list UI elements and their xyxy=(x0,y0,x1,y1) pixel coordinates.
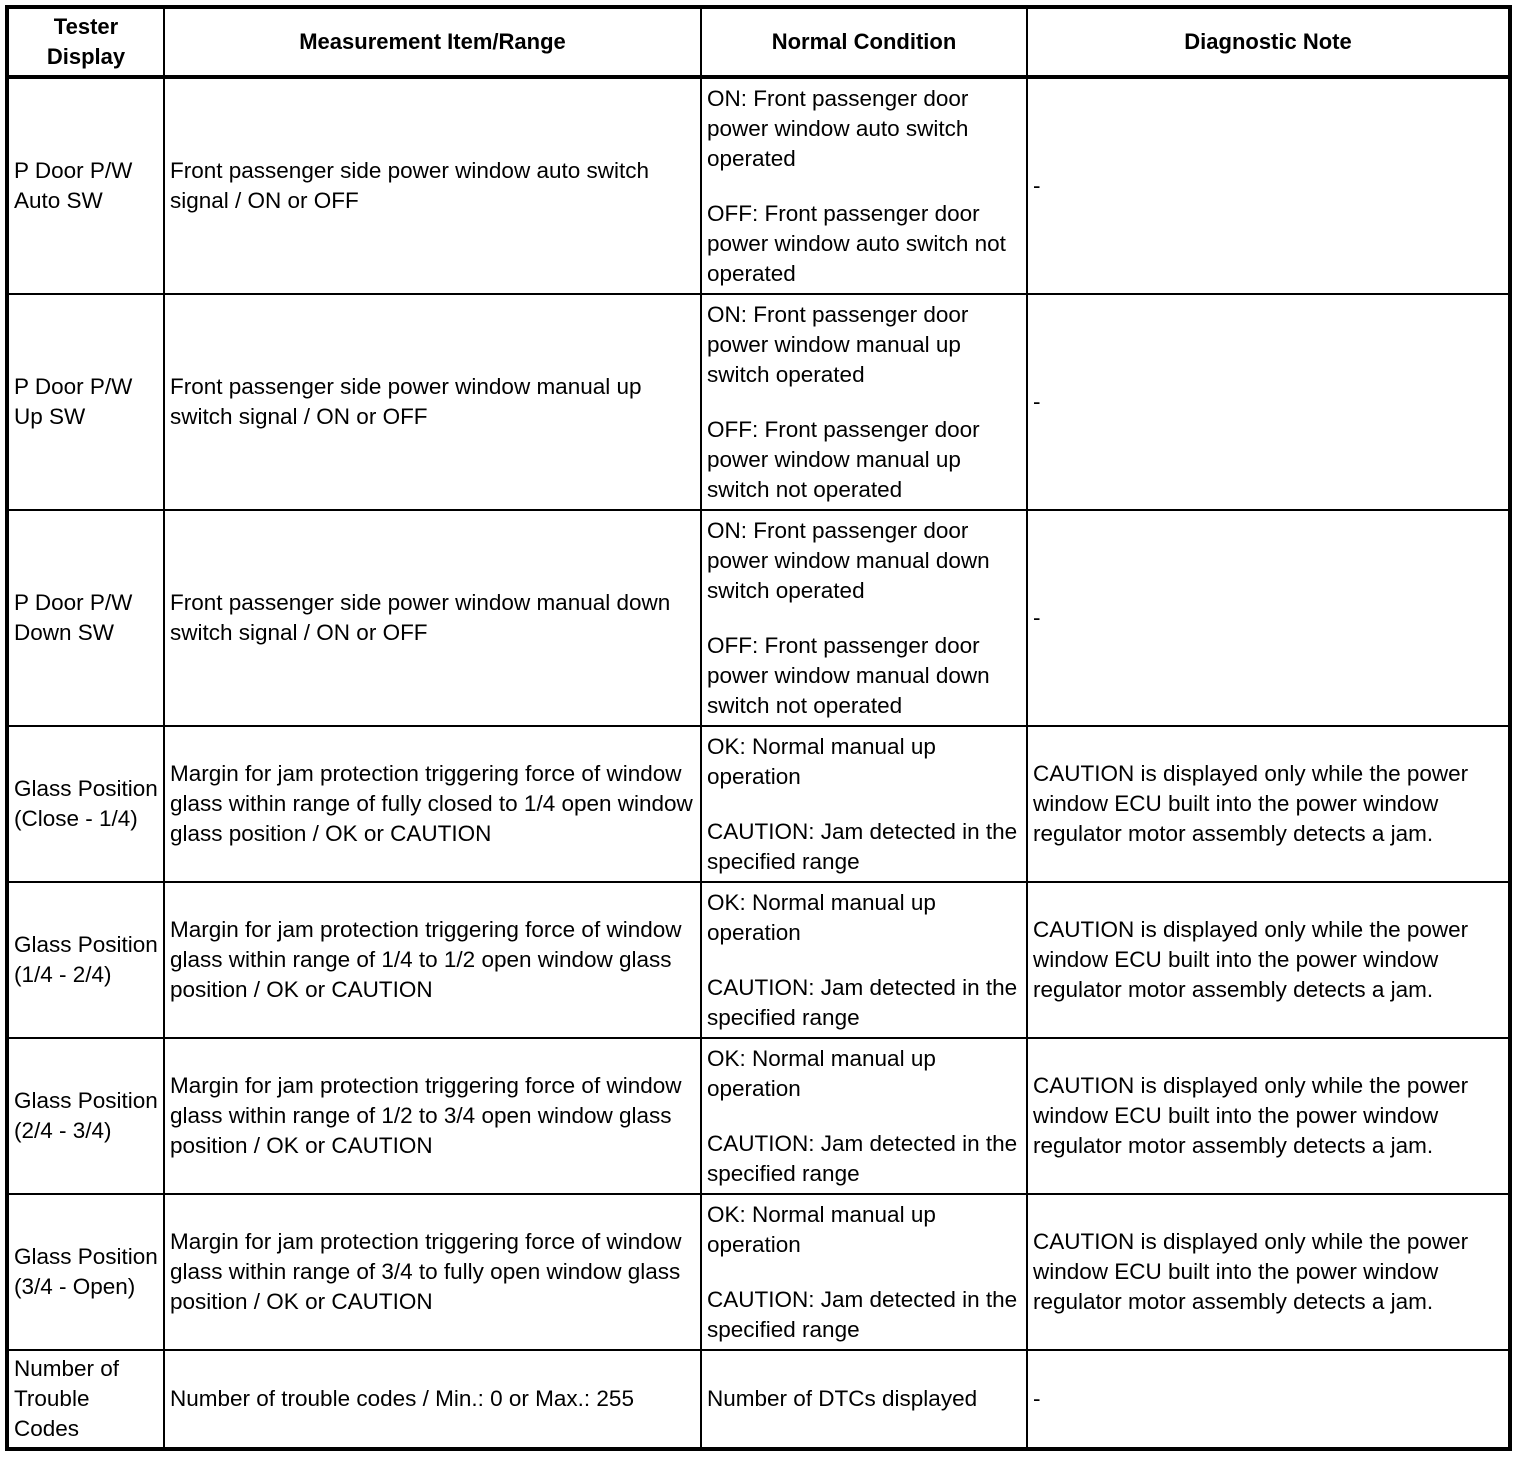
table-row xyxy=(7,77,1510,294)
condition-caution: CAUTION: Jam detected in the specified range xyxy=(707,818,1018,874)
condition-caution: CAUTION: Jam detected in the specified range xyxy=(707,1286,1018,1342)
normal-condition-cell xyxy=(701,882,1027,1038)
diagnostic-note-cell: CAUTION is displayed only while the power window ECU built into the power window regulator motor assembly detects a jam. xyxy=(1027,1038,1510,1194)
table-row xyxy=(7,294,1510,510)
measurement-cell: Margin for jam protection triggering force of window glass within range of 1/4 to 1/2 open window glass position / OK or CAUTION xyxy=(164,882,701,1038)
table-header-row xyxy=(7,7,1510,77)
tester-display-cell: Glass Position (2/4 - 3/4) xyxy=(7,1038,164,1194)
header-normal-condition: Normal Condition xyxy=(701,7,1027,77)
normal-condition-cell xyxy=(701,1194,1027,1350)
condition-ok: OK: Normal manual up operation xyxy=(707,889,936,945)
condition-off: OFF: Front passenger door power window manual down switch not operated xyxy=(707,632,990,718)
normal-condition-cell xyxy=(701,77,1027,294)
diagnostic-note-cell: - xyxy=(1027,510,1510,726)
condition-on: ON: Front passenger door power window auto switch operated xyxy=(707,85,969,171)
condition-caution: CAUTION: Jam detected in the specified range xyxy=(707,1130,1018,1186)
table-row xyxy=(7,1038,1510,1194)
measurement-cell: Margin for jam protection triggering force of window glass within range of fully closed to 1/4 open window glass position / OK or CAUTION xyxy=(164,726,701,882)
diagnostic-note-cell: - xyxy=(1027,1350,1510,1449)
table-row xyxy=(7,726,1510,882)
tester-display-cell: Number of Trouble Codes xyxy=(7,1350,164,1449)
condition-ok: OK: Normal manual up operation xyxy=(707,733,936,789)
data-list-table xyxy=(5,5,1512,1451)
table-row xyxy=(7,510,1510,726)
measurement-cell: Margin for jam protection triggering force of window glass within range of 3/4 to fully open window glass position / OK or CAUTION xyxy=(164,1194,701,1350)
condition-on: ON: Front passenger door power window manual down switch operated xyxy=(707,517,990,603)
condition-off: OFF: Front passenger door power window manual up switch not operated xyxy=(707,416,980,502)
diagnostic-note-cell: - xyxy=(1027,294,1510,510)
diagnostic-note-cell: CAUTION is displayed only while the power window ECU built into the power window regulator motor assembly detects a jam. xyxy=(1027,726,1510,882)
normal-condition-cell xyxy=(701,510,1027,726)
measurement-cell: Margin for jam protection triggering force of window glass within range of 1/2 to 3/4 open window glass position / OK or CAUTION xyxy=(164,1038,701,1194)
header-measurement-item: Measurement Item/Range xyxy=(164,7,701,77)
diagnostic-note-cell: CAUTION is displayed only while the power window ECU built into the power window regulator motor assembly detects a jam. xyxy=(1027,1194,1510,1350)
tester-display-cell: Glass Position (1/4 - 2/4) xyxy=(7,882,164,1038)
condition-on: ON: Front passenger door power window manual up switch operated xyxy=(707,301,969,387)
normal-condition-cell xyxy=(701,1038,1027,1194)
measurement-cell: Number of trouble codes / Min.: 0 or Max.: 255 xyxy=(164,1350,701,1449)
normal-condition-cell xyxy=(701,726,1027,882)
table-row xyxy=(7,1194,1510,1350)
normal-condition-cell: Number of DTCs displayed xyxy=(701,1350,1027,1449)
measurement-cell: Front passenger side power window manual down switch signal / ON or OFF xyxy=(164,510,701,726)
measurement-cell: Front passenger side power window auto switch signal / ON or OFF xyxy=(164,77,701,294)
tester-display-cell: P Door P/W Down SW xyxy=(7,510,164,726)
table-row xyxy=(7,1350,1510,1449)
header-diagnostic-note: Diagnostic Note xyxy=(1027,7,1510,77)
diagnostic-note-cell: - xyxy=(1027,77,1510,294)
tester-display-cell: Glass Position (3/4 - Open) xyxy=(7,1194,164,1350)
condition-ok: OK: Normal manual up operation xyxy=(707,1201,936,1257)
diagnostic-note-cell: CAUTION is displayed only while the power window ECU built into the power window regulator motor assembly detects a jam. xyxy=(1027,882,1510,1038)
tester-display-cell: Glass Position (Close - 1/4) xyxy=(7,726,164,882)
condition-caution: CAUTION: Jam detected in the specified range xyxy=(707,974,1018,1030)
tester-display-cell: P Door P/W Auto SW xyxy=(7,77,164,294)
tester-display-cell: P Door P/W Up SW xyxy=(7,294,164,510)
header-tester-display: Tester Display xyxy=(7,7,164,77)
table-row xyxy=(7,882,1510,1038)
measurement-cell: Front passenger side power window manual up switch signal / ON or OFF xyxy=(164,294,701,510)
condition-off: OFF: Front passenger door power window auto switch not operated xyxy=(707,200,1006,286)
condition-ok: OK: Normal manual up operation xyxy=(707,1045,936,1101)
normal-condition-cell xyxy=(701,294,1027,510)
